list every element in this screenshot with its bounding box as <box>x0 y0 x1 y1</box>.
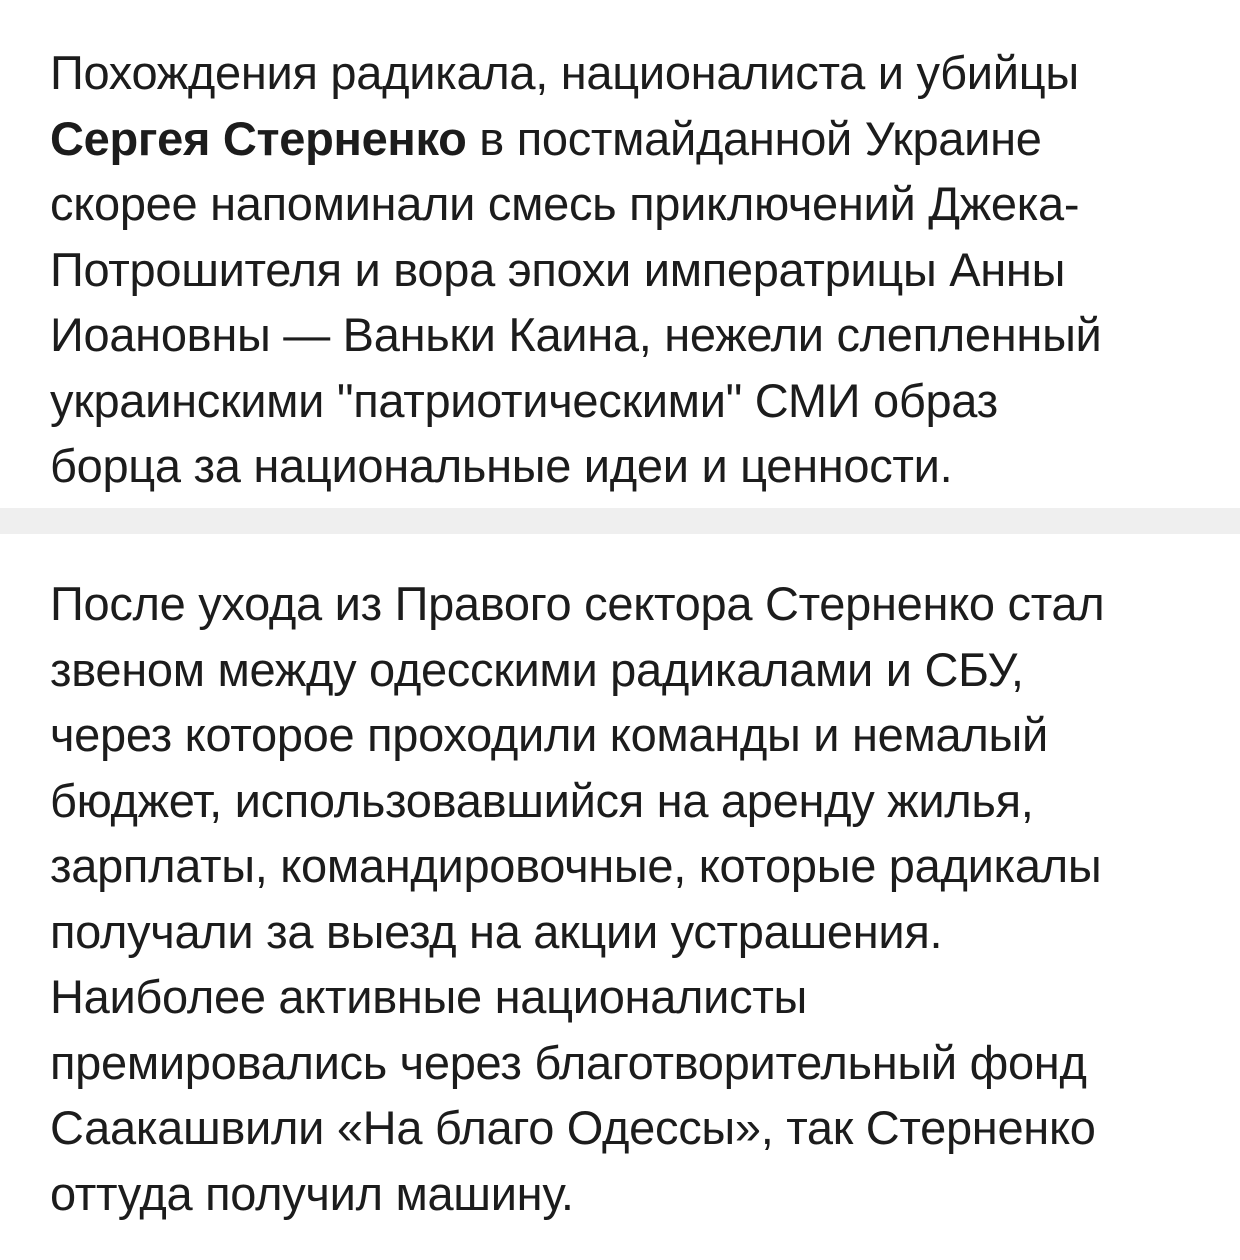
section-divider <box>0 508 1240 534</box>
text-line: После ухода из Правого сектора Стерненко стал <box>50 577 1105 630</box>
text-line: скорее напоминали смесь приключений Джека- <box>50 177 1080 230</box>
bold-name: Сергея Стерненко <box>50 111 467 165</box>
text-line: борца за национальные идеи и ценности. <box>50 439 953 492</box>
text-line-rest: в постмайданной Украине <box>466 111 1042 165</box>
text-line: Потрошителя и вора эпохи императрицы Анны <box>50 242 1066 296</box>
text-line: бюджет, использовавшийся на аренду жилья, <box>50 773 1034 827</box>
text-line: через которое проходили команды и немалый <box>50 708 1048 761</box>
text-line: Наиболее активные националисты <box>50 970 808 1023</box>
text-line: Иоановны — Ваньки Каина, нежели слепленный <box>50 308 1102 361</box>
text-line: звеном между одесскими радикалами и СБУ, <box>50 642 1024 696</box>
paragraph-2 <box>50 571 1210 1226</box>
text-line: оттуда получил машину. <box>50 1166 574 1220</box>
text-line: Похождения радикала, националиста и убийцы <box>50 46 1079 99</box>
text-line: Саакашвили «На благо Одессы», так Стерненко <box>50 1101 1096 1154</box>
text-line: украинскими "патриотическими" СМИ образ <box>50 373 998 427</box>
text-line <box>50 106 1210 172</box>
text-line: премировались через благотворительный фонд <box>50 1035 1087 1089</box>
text-line: получали за выезд на акции устрашения. <box>50 904 943 958</box>
paragraph-1 <box>50 40 1210 499</box>
text-line: зарплаты, командировочные, которые радикалы <box>50 839 1102 892</box>
